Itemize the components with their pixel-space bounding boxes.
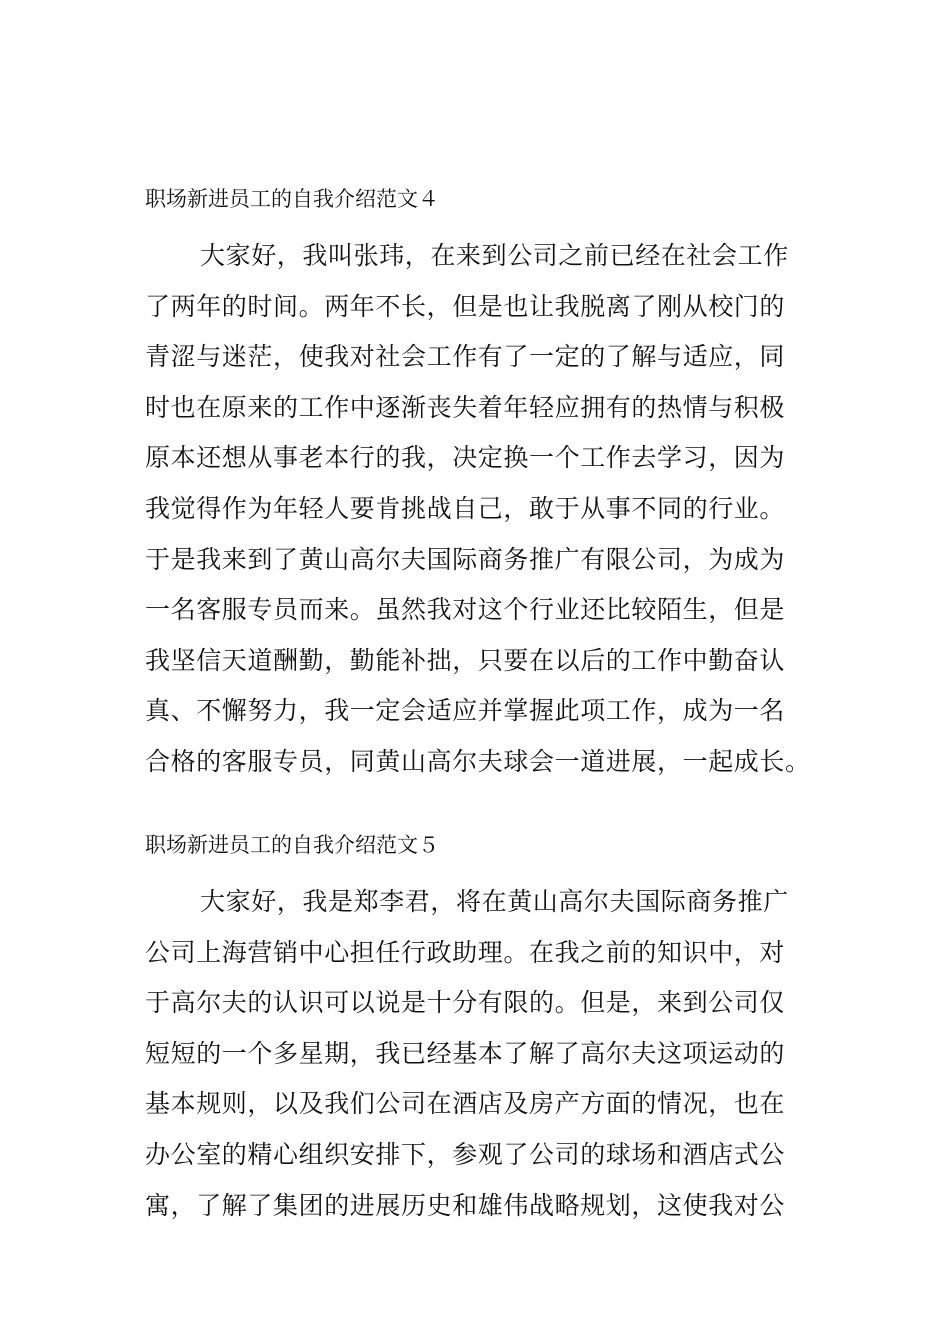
- text-line: 短短的一个多星期，我已经基本了解了高尔夫这项运动的: [145, 1038, 786, 1068]
- text-line: 基本规则，以及我们公司在酒店及房产方面的情况，也在: [145, 1089, 786, 1119]
- text-line: 时也在原来的工作中逐渐丧失着年轻应拥有的热情与积极: [145, 392, 786, 422]
- section-essay-4: [145, 181, 815, 788]
- text-line: 于高尔夫的认识可以说是十分有限的。但是，来到公司仅: [145, 988, 786, 1018]
- section-heading: 职场新进员工的自我介绍范文５: [145, 833, 439, 857]
- text-line: 大家好，我是郑李君，将在黄山高尔夫国际商务推广: [200, 887, 789, 916]
- text-line: 青涩与迷茫，使我对社会工作有了一定的了解与适应，同: [145, 342, 786, 372]
- text-line: 于是我来到了黄山高尔夫国际商务推广有限公司，为成为: [145, 544, 786, 574]
- paragraph: [145, 863, 815, 1231]
- section-essay-5: [145, 827, 815, 1231]
- text-line: 寓，了解了集团的进展历史和雄伟战略规划，这使我对公: [145, 1190, 786, 1220]
- text-line: 大家好，我叫张玮，在来到公司之前已经在社会工作: [200, 241, 789, 270]
- text-line: 合格的客服专员，同黄山高尔夫球会一道进展，一起成长。: [145, 746, 811, 776]
- text-line: 办公室的精心组织安排下，参观了公司的球场和酒店式公: [145, 1139, 786, 1169]
- text-line: 了两年的时间。两年不长，但是也让我脱离了刚从校门的: [145, 291, 786, 321]
- section-heading: 职场新进员工的自我介绍范文４: [145, 187, 439, 211]
- text-line: 我觉得作为年轻人要肯挑战自己，敢于从事不同的行业。: [145, 493, 786, 523]
- paragraph: [145, 217, 815, 788]
- text-line: 原本还想从事老本行的我，决定换一个工作去学习，因为: [145, 443, 786, 473]
- text-line: 真、不懈努力，我一定会适应并掌握此项工作，成为一名: [145, 696, 786, 726]
- text-line: 公司上海营销中心担任行政助理。在我之前的知识中，对: [145, 937, 786, 967]
- text-line: 我坚信天道酬勤，勤能补拙，只要在以后的工作中勤奋认: [145, 645, 786, 675]
- text-line: 一名客服专员而来。虽然我对这个行业还比较陌生，但是: [145, 595, 786, 625]
